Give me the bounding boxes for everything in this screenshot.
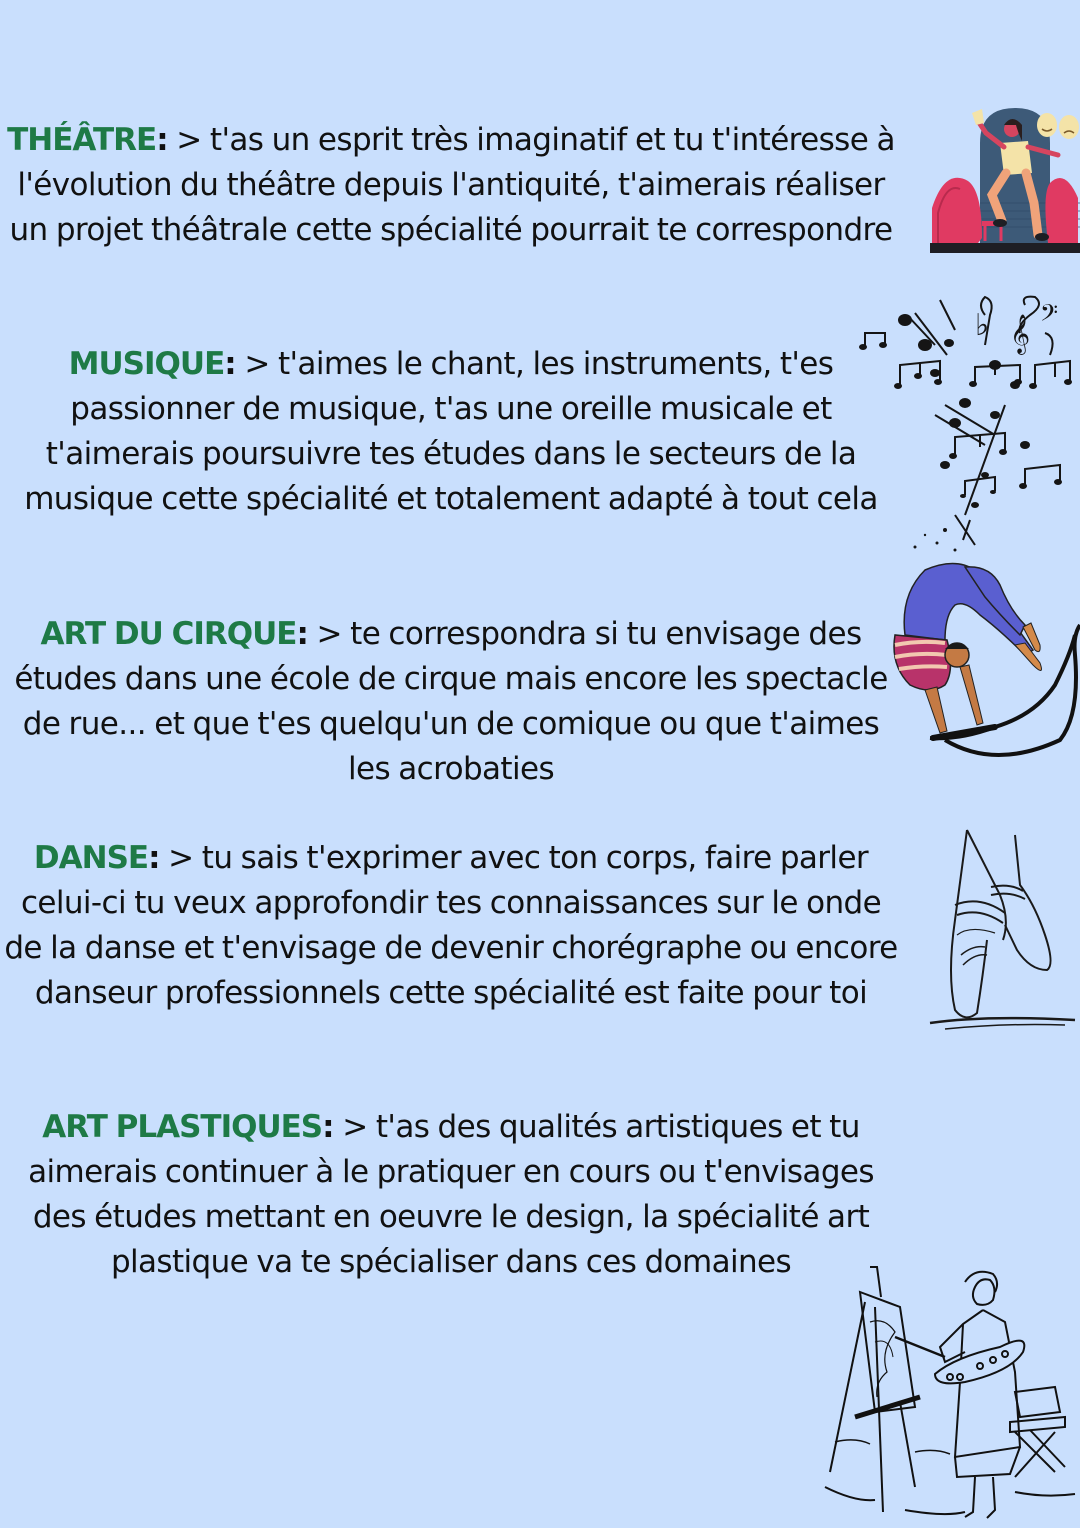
heading-colon: :	[322, 1109, 334, 1145]
arrow-marker: >	[308, 616, 351, 652]
section-heading: ART PLASTIQUES	[42, 1109, 323, 1145]
section-heading: MUSIQUE	[68, 346, 225, 382]
section-art-plastiques	[0, 1105, 902, 1285]
section-art-du-cirque	[0, 612, 902, 792]
arrow-marker: >	[168, 122, 210, 158]
heading-colon: :	[296, 616, 309, 652]
svg-text:𝄢: 𝄢	[1040, 299, 1059, 332]
section-body: te correspondra si tu envisage des études dans une école de cirque mais encore les spectacle de rue... et que t'es quelqu'un de comique ou que t'aimes les acrobaties	[14, 616, 888, 787]
music-notes-icon	[845, 285, 1080, 560]
section-heading: DANSE	[33, 840, 149, 876]
heading-colon: :	[224, 346, 237, 382]
section-heading: ART DU CIRQUE	[40, 616, 297, 652]
ballet-shoes-icon	[925, 825, 1080, 1030]
svg-text:♭: ♭	[975, 308, 990, 343]
section-theatre	[0, 118, 902, 253]
heading-colon: :	[148, 840, 160, 876]
section-musique	[0, 342, 902, 522]
arrow-marker: >	[159, 840, 202, 876]
section-body: tu sais t'exprimer avec ton corps, faire parler celui-ci tu veux approfondir tes connaissances sur le onde de la danse et t'envisage de devenir chorégraphe ou encore danseur professionnels cette spécialité est faite pour toi	[4, 840, 898, 1011]
section-body: t'as un esprit très imaginatif et tu t'intéresse à l'évolution du théâtre depuis l'antiquité, t'aimerais réaliser un projet théâtrale cette spécialité pourrait te correspondre	[9, 122, 895, 248]
section-danse	[0, 836, 902, 1016]
section-body: t'as des qualités artistiques et tu aimerais continuer à le pratiquer en cours ou t'envisages des études mettant en oeuvre le design, la spécialité art plastique va te spécialiser dans ces domaines	[28, 1109, 874, 1280]
theatre-performer-icon	[930, 103, 1080, 253]
arrow-marker: >	[236, 346, 278, 382]
painter-at-easel-icon	[815, 1262, 1080, 1528]
section-heading: THÉÂTRE	[7, 122, 157, 158]
arrow-marker: >	[333, 1109, 376, 1145]
acrobat-icon	[885, 555, 1080, 765]
heading-colon: :	[156, 122, 169, 158]
svg-text:𝄞: 𝄞	[1010, 314, 1031, 354]
section-body: t'aimes le chant, les instruments, t'es passionner de musique, t'as une oreille musicale et t'aimerais poursuivre tes études dans le secteurs de la musique cette spécialité et totalement adapté à tout cela	[24, 346, 878, 517]
